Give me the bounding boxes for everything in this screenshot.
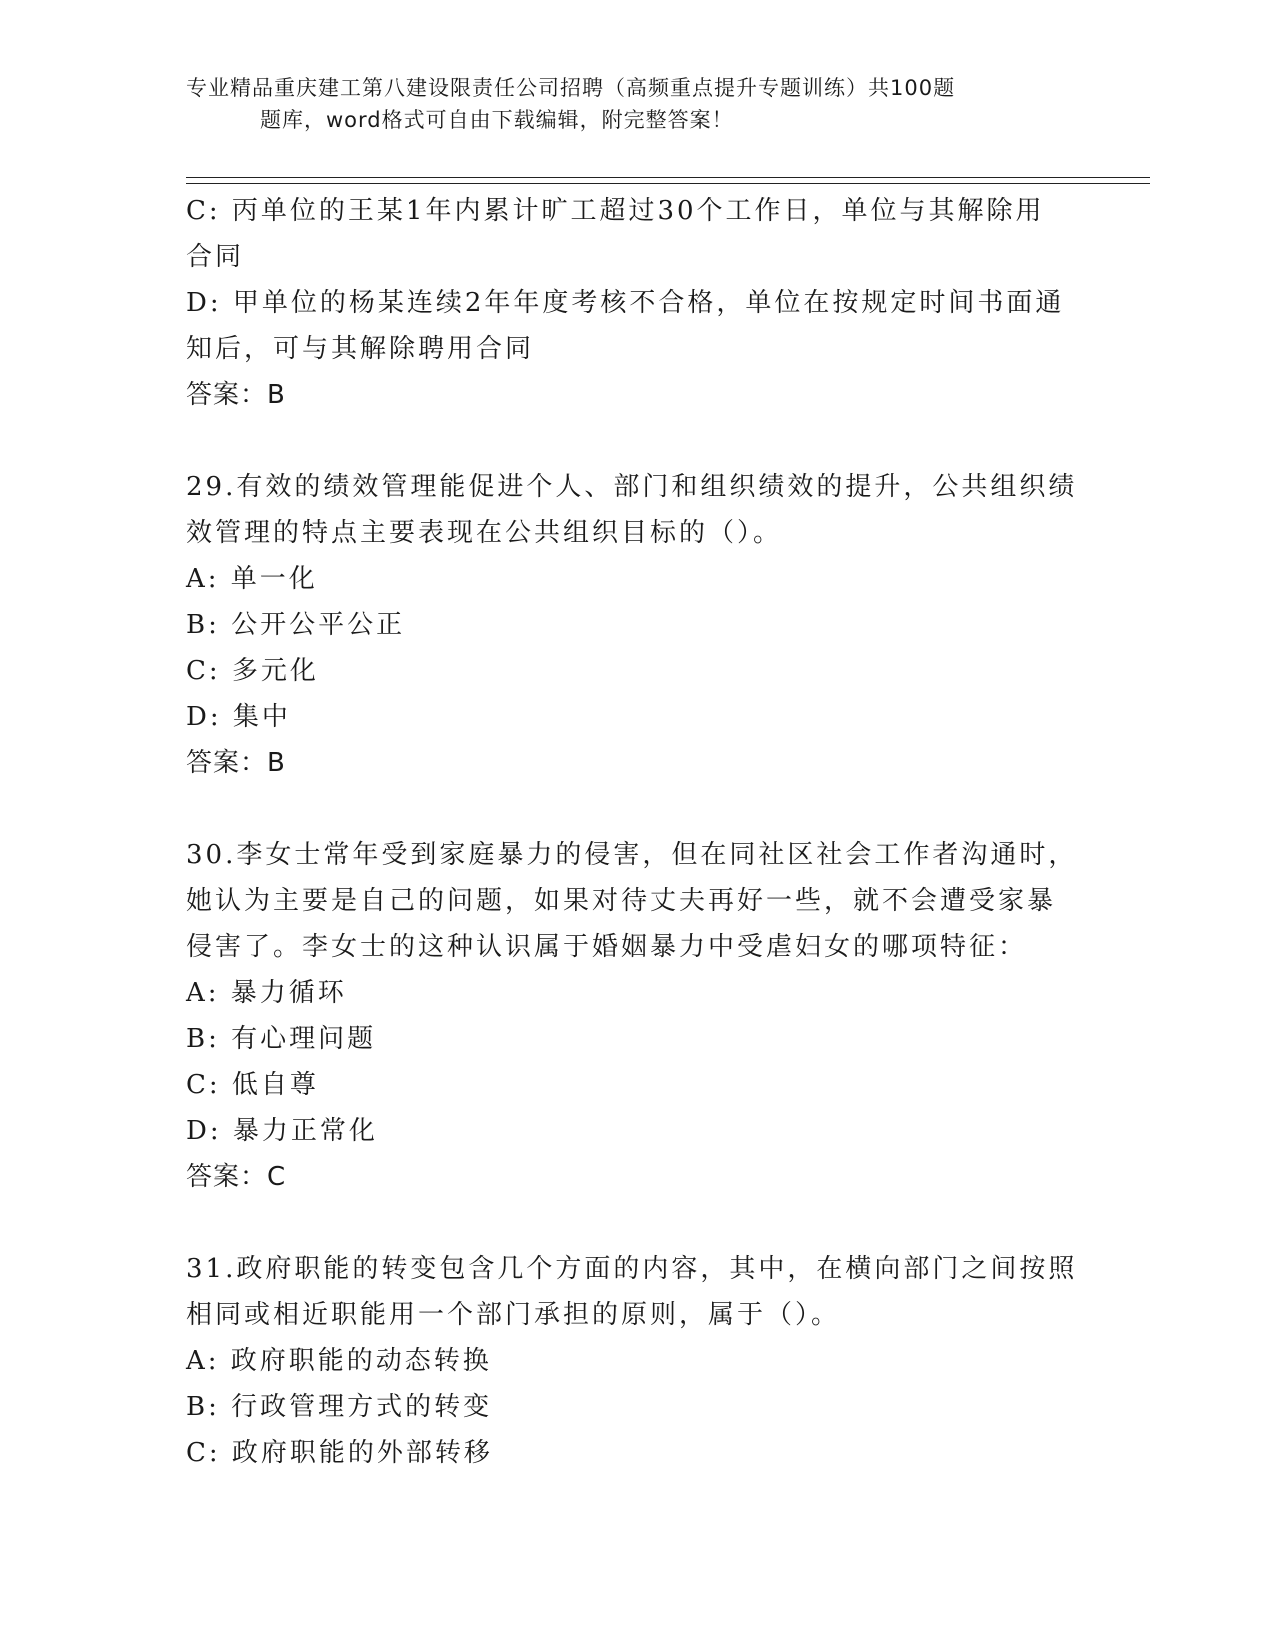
option-c: C: 低自尊 xyxy=(186,1070,319,1100)
question-31 xyxy=(186,1246,1086,1476)
question-stem-line2: 效管理的特点主要表现在公共组织目标的（）。 xyxy=(186,518,783,548)
option-c-line2: 合同 xyxy=(186,242,245,272)
option-a: A: 单一化 xyxy=(186,564,318,594)
document-body xyxy=(186,188,1086,1476)
option-d-line2: 知后，可与其解除聘用合同 xyxy=(186,334,535,364)
header-divider-top xyxy=(186,177,1150,178)
header-divider-bottom xyxy=(186,183,1150,184)
question-stem-line1: 29.有效的绩效管理能促进个人、部门和组织绩效的提升，公共组织绩 xyxy=(186,472,1078,502)
option-c: C: 政府职能的外部转移 xyxy=(186,1438,493,1468)
document-header xyxy=(186,72,1086,136)
option-b: B: 有心理问题 xyxy=(186,1024,377,1054)
spacer xyxy=(186,786,1086,832)
spacer xyxy=(186,1200,1086,1246)
question-stem-line3: 侵害了。李女士的这种认识属于婚姻暴力中受虐妇女的哪项特征： xyxy=(186,932,1028,962)
question-stem-line1: 30.李女士常年受到家庭暴力的侵害，但在同社区社会工作者沟通时， xyxy=(186,840,1078,870)
option-a: A: 政府职能的动态转换 xyxy=(186,1346,492,1376)
spacer xyxy=(186,418,1086,464)
question-30 xyxy=(186,832,1086,1200)
question-stem-line2: 她认为主要是自己的问题，如果对待丈夫再好一些，就不会遭受家暴 xyxy=(186,886,1057,916)
answer: 答案：C xyxy=(186,1162,287,1192)
answer: 答案：B xyxy=(186,380,286,410)
option-d-line1: D: 甲单位的杨某连续2年年度考核不合格，单位在按规定时间书面通 xyxy=(186,288,1065,318)
question-29 xyxy=(186,464,1086,786)
answer: 答案：B xyxy=(186,748,286,778)
option-a: A: 暴力循环 xyxy=(186,978,347,1008)
option-c: C: 多元化 xyxy=(186,656,319,686)
question-stem-line1: 31.政府职能的转变包含几个方面的内容，其中，在横向部门之间按照 xyxy=(186,1254,1078,1284)
option-b: B: 公开公平公正 xyxy=(186,610,406,640)
option-d: D: 暴力正常化 xyxy=(186,1116,378,1146)
option-b: B: 行政管理方式的转变 xyxy=(186,1392,493,1422)
option-c-line1: C: 丙单位的王某1年内累计旷工超过30个工作日，单位与其解除用 xyxy=(186,196,1045,226)
option-d: D: 集中 xyxy=(186,702,291,732)
question-28 xyxy=(186,188,1086,418)
header-title-line2: 题库，word格式可自由下载编辑，附完整答案！ xyxy=(260,108,734,132)
question-stem-line2: 相同或相近职能用一个部门承担的原则，属于（）。 xyxy=(186,1300,841,1330)
header-title-line1: 专业精品重庆建工第八建设限责任公司招聘（高频重点提升专题训练）共100题 xyxy=(186,76,956,100)
